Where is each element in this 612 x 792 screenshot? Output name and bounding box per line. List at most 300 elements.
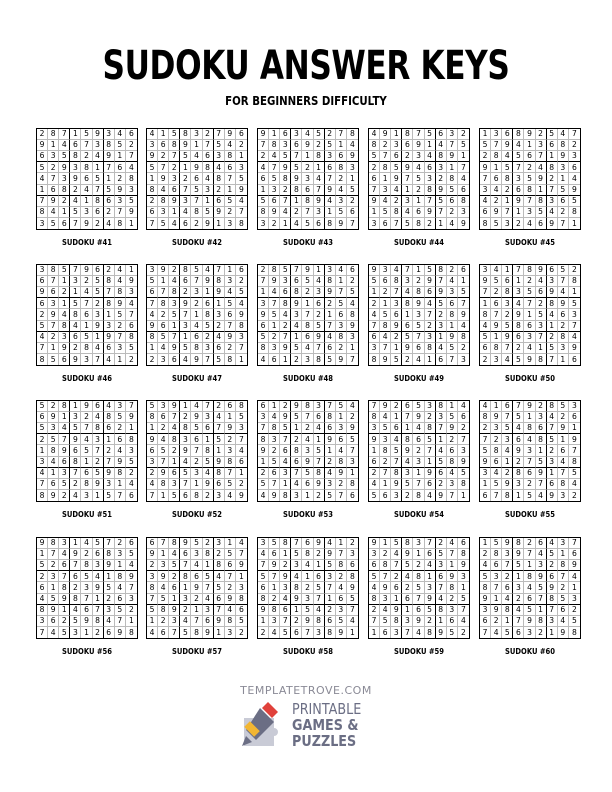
sudoku-cell: 6 [158,412,169,423]
sudoku-cell: 3 [536,412,547,423]
sudoku-cell: 5 [347,185,358,196]
sudoku-cell: 3 [380,265,391,276]
sudoku-label: SUDOKU #54 [393,510,445,519]
sudoku-cell: 7 [513,162,524,173]
sudoku-cell: 3 [314,287,325,298]
sudoku-cell: 1 [391,129,402,140]
sudoku-cell: 5 [336,298,347,309]
sudoku-grid [368,537,470,639]
sudoku-cell: 2 [302,423,313,434]
sudoku-cell: 9 [225,423,236,434]
sudoku-cell: 3 [191,468,202,479]
sudoku-cell: 4 [37,173,48,184]
sudoku-cell: 9 [325,185,336,196]
sudoku-cell: 2 [480,549,491,560]
sudoku-cell: 6 [547,571,558,582]
sudoku-cell: 3 [191,129,202,140]
sudoku-cell: 9 [214,287,225,298]
sudoku-cell: 9 [336,354,347,365]
sudoku-cell: 2 [191,594,202,605]
sudoku-cell: 6 [169,582,180,593]
sudoku-cell: 7 [458,605,469,616]
sudoku-cell: 3 [336,321,347,332]
sudoku-cell: 7 [180,185,191,196]
sudoku-cell: 6 [59,354,70,365]
sudoku-cell: 9 [169,196,180,207]
sudoku-cell: 1 [48,343,59,354]
sudoku-cell: 7 [169,412,180,423]
sudoku-cell: 5 [269,309,280,320]
sudoku-cell: 3 [491,571,502,582]
sudoku-cell: 2 [115,423,126,434]
sudoku-cell: 9 [280,571,291,582]
sudoku-cell: 5 [380,616,391,627]
sudoku-cell: 3 [458,571,469,582]
sudoku-cell: 4 [37,594,48,605]
sudoku-cell: 2 [436,309,447,320]
sudoku-cell: 6 [380,276,391,287]
sudoku-cell: 3 [291,560,302,571]
sudoku-cell: 8 [502,287,513,298]
sudoku-cell: 4 [314,173,325,184]
sudoku-cell: 4 [236,538,247,549]
sudoku-cell: 5 [547,549,558,560]
sudoku-cell: 6 [236,605,247,616]
sudoku-cell: 4 [147,479,158,490]
sudoku-cell: 4 [391,185,402,196]
sudoku-cell: 2 [402,354,413,365]
sudoku-cell: 7 [513,265,524,276]
sudoku-cell: 2 [191,218,202,229]
sudoku-cell: 6 [70,332,81,343]
sudoku-cell: 2 [70,343,81,354]
sudoku-cell: 6 [191,332,202,343]
sudoku-cell: 1 [413,196,424,207]
sudoku-cell: 2 [402,582,413,593]
sudoku-cell: 5 [425,605,436,616]
sudoku-cell: 3 [225,218,236,229]
sudoku-cell: 9 [491,412,502,423]
sudoku-cell: 2 [37,309,48,320]
sudoku-cell: 9 [447,151,458,162]
sudoku-cell: 2 [280,560,291,571]
sudoku-cell: 8 [214,173,225,184]
sudoku-cell: 2 [115,321,126,332]
sudoku-cell: 8 [491,445,502,456]
sudoku-cell: 4 [336,265,347,276]
sudoku-puzzle [36,537,138,656]
sudoku-cell: 6 [569,549,580,560]
sudoku-cell: 9 [147,549,158,560]
sudoku-cell: 3 [461,354,466,364]
sudoku-cell: 1 [524,309,535,320]
sudoku-cell: 5 [104,582,115,593]
sudoku-cell: 1 [513,571,524,582]
sudoku-cell: 7 [413,479,424,490]
sudoku-cell: 9 [239,490,244,500]
sudoku-cell: 5 [59,265,70,276]
site-url[interactable]: TEMPLATETROVE.COM [240,684,372,697]
sudoku-cell: 2 [48,332,59,343]
sudoku-cell: 1 [502,457,513,468]
sudoku-cell: 4 [513,140,524,151]
sudoku-cell: 1 [104,173,115,184]
sudoku-cell: 3 [236,582,247,593]
sudoku-cell: 9 [391,321,402,332]
sudoku-cell: 7 [48,276,59,287]
sudoku-cell: 1 [569,423,580,434]
sudoku-puzzle [146,264,248,383]
sudoku-cell: 9 [425,207,436,218]
sudoku-cell: 3 [180,434,191,445]
sudoku-cell: 8 [380,162,391,173]
sudoku-cell: 5 [37,321,48,332]
sudoku-cell: 7 [81,423,92,434]
sudoku-cell: 1 [480,479,491,490]
sudoku-cell: 7 [391,560,402,571]
sudoku-cell: 1 [126,616,137,627]
sudoku-cell: 8 [413,287,424,298]
sudoku-cell: 1 [558,354,569,365]
sudoku-cell: 1 [391,343,402,354]
sudoku-cell: 9 [258,445,269,456]
sudoku-cell: 2 [513,218,524,229]
sudoku-cell: 5 [214,354,225,365]
sudoku-cell: 3 [203,343,214,354]
sudoku-cell: 1 [558,549,569,560]
sudoku-cell: 5 [126,549,137,560]
sudoku-cell: 1 [480,129,491,140]
sudoku-cell: 1 [336,538,347,549]
sudoku-cell: 8 [59,582,70,593]
sudoku-cell: 4 [447,276,458,287]
sudoku-cell: 7 [436,582,447,593]
sudoku-cell: 8 [93,196,104,207]
sudoku-cell: 2 [325,605,336,616]
sudoku-cell: 7 [480,287,491,298]
sudoku-cell: 2 [81,412,92,423]
sudoku-cell: 3 [569,401,580,412]
logo-line-printable: PRINTABLE [292,700,362,718]
sudoku-cell: 3 [558,343,569,354]
sudoku-cell: 5 [104,490,115,501]
sudoku-cell: 2 [126,468,137,479]
sudoku-cell: 8 [180,423,191,434]
sudoku-cell: 8 [413,571,424,582]
sudoku-cell: 8 [37,605,48,616]
sudoku-cell: 1 [458,276,469,287]
sudoku-cell: 4 [380,332,391,343]
sudoku-cell: 3 [126,445,137,456]
sudoku-cell: 3 [513,173,524,184]
sudoku-cell: 7 [491,140,502,151]
sudoku-cell: 1 [547,151,558,162]
sudoku-cell: 7 [413,129,424,140]
sudoku-cell: 6 [291,276,302,287]
sudoku-cell: 4 [436,140,447,151]
sudoku-cell: 6 [129,490,134,500]
sudoku-cell: 4 [225,287,236,298]
sudoku-cell: 9 [536,265,547,276]
sudoku-cell: 3 [391,140,402,151]
sudoku-cell: 9 [425,594,436,605]
sudoku-cell: 9 [126,412,137,423]
sudoku-cell: 7 [280,434,291,445]
sudoku-cell: 4 [258,490,269,501]
sudoku-label: SUDOKU #45 [504,238,556,247]
sudoku-cell: 7 [70,468,81,479]
sudoku-cell: 5 [169,490,180,501]
sudoku-cell: 9 [391,173,402,184]
sudoku-cell: 5 [536,582,547,593]
sudoku-cell: 7 [169,151,180,162]
sudoku-cell: 8 [180,571,191,582]
sudoku-cell: 5 [558,594,569,605]
sudoku-cell: 5 [425,129,436,140]
sudoku-cell: 2 [203,332,214,343]
sudoku-cell: 7 [81,140,92,151]
sudoku-cell: 7 [502,207,513,218]
sudoku-cell: 5 [48,594,59,605]
sudoku-cell: 1 [214,445,225,456]
sudoku-cell: 3 [126,287,137,298]
sudoku-cell: 7 [380,151,391,162]
sudoku-cell: 3 [236,162,247,173]
sudoku-cell: 5 [214,582,225,593]
sudoku-cell: 5 [380,309,391,320]
sudoku-cell: 5 [369,276,380,287]
sudoku-cell: 5 [180,343,191,354]
sudoku-cell: 2 [59,287,70,298]
sudoku-cell: 9 [258,129,269,140]
sudoku-cell: 1 [37,549,48,560]
sudoku-cell: 7 [225,321,236,332]
sudoku-cell: 6 [380,490,391,501]
sudoku-cell: 2 [48,401,59,412]
sudoku-cell: 2 [104,445,115,456]
sudoku-cell: 3 [569,594,580,605]
sudoku-cell: 9 [236,309,247,320]
sudoku-cell: 6 [513,185,524,196]
sudoku-cell: 6 [291,627,302,638]
sudoku-cell: 3 [236,423,247,434]
sudoku-cell: 8 [291,185,302,196]
sudoku-cell: 2 [536,298,547,309]
sudoku-cell: 3 [269,434,280,445]
sudoku-cell: 6 [558,196,569,207]
sudoku-cell: 9 [336,627,347,638]
sudoku-cell: 9 [314,196,325,207]
sudoku-cell: 9 [314,538,325,549]
sudoku-cell: 1 [225,538,236,549]
sudoku-cell: 6 [214,594,225,605]
sudoku-cell: 1 [447,321,458,332]
sudoku-cell: 8 [558,332,569,343]
sudoku-cell: 6 [325,162,336,173]
sudoku-cell: 5 [191,538,202,549]
sudoku-cell: 4 [169,423,180,434]
sudoku-cell: 7 [225,571,236,582]
sudoku-cell: 3 [70,412,81,423]
sudoku-cell: 6 [70,571,81,582]
sudoku-cell: 7 [258,560,269,571]
sudoku-cell: 9 [115,185,126,196]
sudoku-cell: 1 [502,265,513,276]
sudoku-cell: 4 [180,616,191,627]
sudoku-cell: 7 [547,423,558,434]
sudoku-cell: 3 [491,423,502,434]
sudoku-cell: 7 [280,196,291,207]
sudoku-cell: 7 [558,276,569,287]
sudoku-cell: 5 [569,196,580,207]
sudoku-cell: 8 [458,479,469,490]
sudoku-cell: 7 [447,354,458,365]
sudoku-cell: 4 [458,616,469,627]
sudoku-cell: 5 [70,207,81,218]
sudoku-cell: 1 [336,412,347,423]
sudoku-cell: 3 [70,627,81,638]
sudoku-cell: 3 [225,445,236,456]
sudoku-cell: 6 [37,276,48,287]
sudoku-cell: 4 [380,605,391,616]
sudoku-cell: 9 [104,332,115,343]
sudoku-cell: 3 [48,298,59,309]
sudoku-cell: 8 [402,298,413,309]
sudoku-cell: 6 [104,196,115,207]
sudoku-cell: 2 [180,605,191,616]
sudoku-cell: 2 [70,185,81,196]
sudoku-cell: 1 [48,468,59,479]
sudoku-cell: 8 [214,468,225,479]
sudoku-cell: 7 [524,549,535,560]
sudoku-cell: 4 [70,321,81,332]
sudoku-cell: 6 [225,162,236,173]
sudoku-cell: 8 [502,605,513,616]
sudoku-cell: 7 [402,265,413,276]
sudoku-cell: 6 [37,582,48,593]
sudoku-cell: 9 [81,616,92,627]
sudoku-cell: 7 [524,457,535,468]
sudoku-cell: 5 [458,287,469,298]
sudoku-cell: 8 [436,401,447,412]
sudoku-cell: 1 [93,332,104,343]
sudoku-cell: 7 [258,276,269,287]
sudoku-cell: 3 [491,354,502,365]
sudoku-cell: 6 [48,479,59,490]
sudoku-cell: 2 [336,343,347,354]
sudoku-cell: 9 [336,468,347,479]
sudoku-cell: 6 [180,218,191,229]
sudoku-cell: 6 [336,309,347,320]
sudoku-cell: 9 [48,490,59,501]
sudoku-cell: 2 [458,129,469,140]
sudoku-cell: 3 [158,207,169,218]
sudoku-cell: 9 [203,479,214,490]
sudoku-cell: 6 [569,412,580,423]
sudoku-cell: 3 [93,309,104,320]
sudoku-cell: 8 [239,218,244,228]
sudoku-cell: 1 [236,468,247,479]
sudoku-cell: 7 [37,627,48,638]
sudoku-cell: 6 [558,309,569,320]
sudoku-cell: 5 [258,196,269,207]
sudoku-cell: 4 [158,343,169,354]
sudoku-cell: 9 [236,560,247,571]
sudoku-cell: 7 [269,298,280,309]
sudoku-cell: 3 [180,321,191,332]
sudoku-cell: 3 [169,298,180,309]
sudoku-cell: 7 [93,354,104,365]
sudoku-cell: 2 [536,129,547,140]
sudoku-cell: 7 [402,627,413,638]
sudoku-cell: 3 [425,173,436,184]
sudoku-cell: 9 [37,287,48,298]
sudoku-cell: 8 [491,343,502,354]
sudoku-cell: 1 [48,140,59,151]
sudoku-cell: 6 [203,423,214,434]
sudoku-cell: 3 [269,616,280,627]
sudoku-cell: 4 [115,276,126,287]
sudoku-cell: 4 [214,332,225,343]
sudoku-cell: 4 [513,605,524,616]
sudoku-cell: 2 [491,616,502,627]
sudoku-label: SUDOKU #51 [61,510,113,519]
sudoku-cell: 4 [436,594,447,605]
sudoku-cell: 8 [369,412,380,423]
sudoku-cell: 4 [480,321,491,332]
sudoku-cell: 3 [126,594,137,605]
sudoku-cell: 8 [380,445,391,456]
sudoku-cell: 8 [180,265,191,276]
sudoku-cell: 6 [126,129,137,140]
sudoku-cell: 1 [37,185,48,196]
sudoku-cell: 5 [81,445,92,456]
sudoku-cell: 1 [347,173,358,184]
sudoku-cell: 6 [502,401,513,412]
sudoku-cell: 5 [558,185,569,196]
sudoku-cell: 8 [314,354,325,365]
sudoku-cell: 8 [480,582,491,593]
sudoku-cell: 2 [81,549,92,560]
sudoku-cell: 6 [547,479,558,490]
sudoku-cell: 1 [314,162,325,173]
sudoku-cell: 2 [447,594,458,605]
sudoku-cell: 6 [391,309,402,320]
sudoku-cell: 1 [291,605,302,616]
sudoku-cell: 1 [158,276,169,287]
sudoku-cell: 6 [191,434,202,445]
sudoku-grid [36,264,138,366]
sudoku-cell: 9 [513,196,524,207]
sudoku-cell: 5 [480,140,491,151]
sudoku-cell: 6 [436,468,447,479]
sudoku-cell: 8 [225,616,236,627]
sudoku-cell: 7 [425,196,436,207]
sudoku-cell: 4 [436,343,447,354]
sudoku-cell: 7 [158,162,169,173]
sudoku-cell: 8 [536,354,547,365]
sudoku-cell: 5 [558,401,569,412]
sudoku-cell: 5 [147,605,158,616]
sudoku-cell: 7 [258,423,269,434]
sudoku-cell: 4 [191,560,202,571]
sudoku-cell: 4 [325,468,336,479]
sudoku-cell: 1 [302,298,313,309]
sudoku-cell: 7 [391,218,402,229]
sudoku-cell: 8 [70,594,81,605]
sudoku-cell: 5 [502,162,513,173]
sudoku-cell: 7 [269,162,280,173]
